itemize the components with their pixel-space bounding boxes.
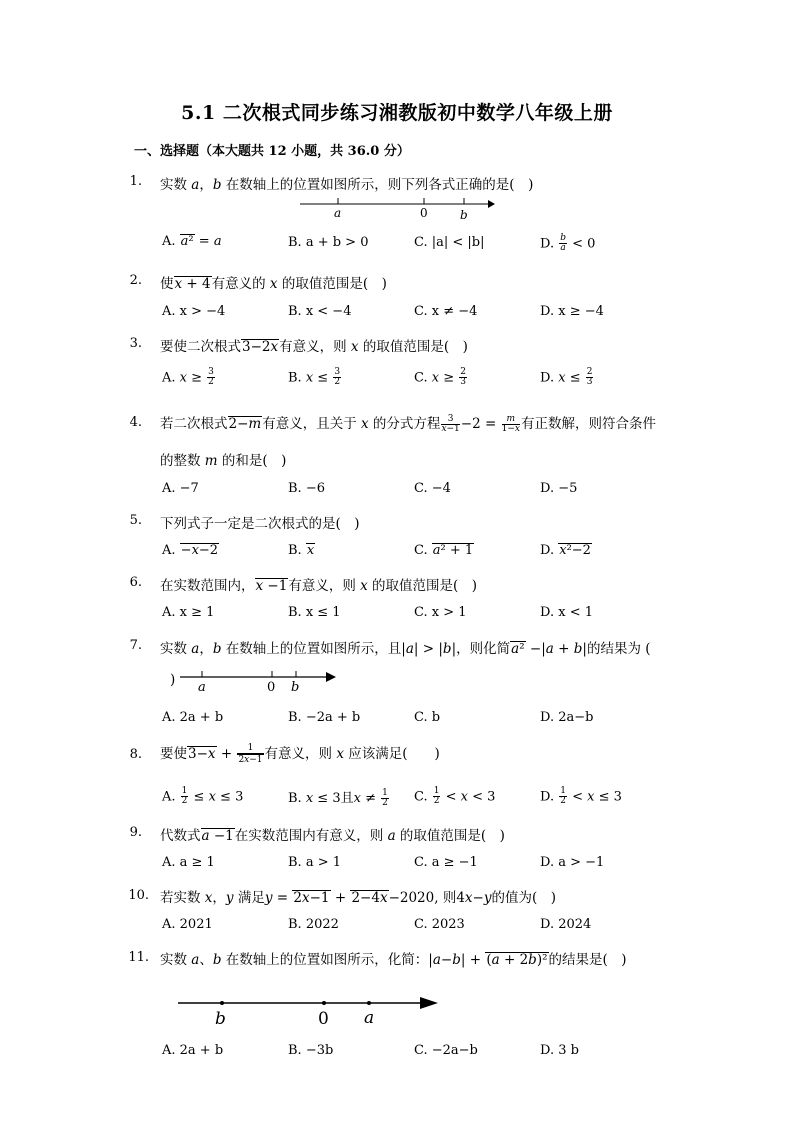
question-number: 5. bbox=[129, 513, 142, 528]
option-b[interactable]: B. x ≤ 1 bbox=[288, 605, 341, 620]
option-a[interactable]: A. 2a + b bbox=[162, 1043, 224, 1058]
option-c[interactable]: C. a ≥ −1 bbox=[414, 855, 478, 870]
option-a[interactable]: A. x ≥ 1 bbox=[162, 605, 215, 620]
option-a[interactable]: A. x ≥ $\frac{3}{2}$ bbox=[162, 367, 214, 388]
option-b[interactable]: B. x ≤ $\frac{3}{2}$ bbox=[288, 367, 341, 388]
option-a[interactable]: A. −7 bbox=[162, 481, 199, 496]
question-stem: 要使3−x + $\frac{1}{2x-1}$ 有意义，则 x 应该满足( ) bbox=[160, 742, 440, 765]
axis-arrow-icon bbox=[488, 200, 495, 208]
question-stem: 下列式子一定是二次根式的是( ) bbox=[160, 516, 360, 532]
question-stem: 实数 a，b 在数轴上的位置如图所示，且|a| > |b|，则化简a² −|a + b|的结果为 ( bbox=[160, 641, 651, 657]
axis-label: 0 bbox=[318, 1009, 329, 1029]
axis-label: b bbox=[460, 208, 468, 222]
option-a[interactable]: A. −x−2 bbox=[162, 543, 219, 558]
option-a[interactable]: A. a ≥ 1 bbox=[162, 855, 215, 870]
number-line-figure bbox=[180, 668, 340, 696]
option-c[interactable]: C. x ≠ −4 bbox=[414, 304, 478, 319]
option-a[interactable]: A. x > −4 bbox=[162, 304, 226, 319]
axis-arrow-icon bbox=[326, 672, 336, 682]
option-a[interactable]: A. 2021 bbox=[162, 917, 213, 932]
option-c[interactable]: C. −2a−b bbox=[414, 1043, 478, 1058]
option-d[interactable]: D. 3 b bbox=[540, 1043, 579, 1058]
question-stem-continued: ) bbox=[170, 672, 176, 688]
question-number: 7. bbox=[129, 638, 142, 653]
option-b[interactable]: B. 2022 bbox=[288, 917, 339, 932]
axis-label: 0 bbox=[420, 206, 428, 220]
question-number: 6. bbox=[129, 575, 142, 590]
option-d[interactable]: D. x < 1 bbox=[540, 605, 593, 620]
question-stem: 使x + 4有意义的 x 的取值范围是( ) bbox=[160, 276, 387, 292]
option-b[interactable]: B. x ≤ 3且x ≠ $\frac{1}{2}$ bbox=[288, 787, 388, 808]
option-d[interactable]: D. x ≤ $\frac{2}{3}$ bbox=[540, 367, 593, 388]
axis-arrow-icon bbox=[420, 997, 438, 1009]
axis-label: 0 bbox=[267, 680, 276, 695]
question-stem: 代数式a −1在实数范围内有意义，则 a 的取值范围是( ) bbox=[160, 828, 505, 844]
option-b[interactable]: B. a + b > 0 bbox=[288, 235, 369, 250]
option-c[interactable]: C. |a| < |b| bbox=[414, 235, 485, 250]
question-number: 2. bbox=[129, 273, 142, 288]
number-line-figure bbox=[178, 994, 443, 1030]
option-d[interactable]: D. −5 bbox=[540, 481, 578, 496]
question-stem: 实数 a，b 在数轴上的位置如图所示，则下列各式正确的是( ) bbox=[160, 177, 534, 193]
axis-label: a bbox=[198, 680, 206, 695]
question-stem: 在实数范围内，x −1有意义，则 x 的取值范围是( ) bbox=[160, 578, 478, 594]
option-d[interactable]: D. x ≥ −4 bbox=[540, 304, 604, 319]
option-b[interactable]: B. a > 1 bbox=[288, 855, 341, 870]
option-c[interactable]: C. a² + 1 bbox=[414, 543, 474, 558]
option-a[interactable]: A. $\frac{1}{2}$ ≤ x ≤ 3 bbox=[162, 786, 244, 807]
option-b[interactable]: B. x < −4 bbox=[288, 304, 352, 319]
axis-label: b bbox=[291, 680, 300, 695]
question-stem: 若二次根式2−m有意义，且关于 x 的分式方程 $\frac{3}{x-1}$ −2 = $\frac{m}{1-x}$ 有正数解，则符合条件 bbox=[160, 413, 656, 434]
option-d[interactable]: D. 2a−b bbox=[540, 710, 594, 725]
question-number: 9. bbox=[129, 825, 142, 840]
axis-label: a bbox=[334, 206, 342, 220]
question-stem-continued: 的整数 m 的和是( ) bbox=[160, 453, 287, 469]
axis-label: a bbox=[364, 1008, 375, 1028]
question-stem: 实数 a、b 在数轴上的位置如图所示，化简：|a−b| + (a + 2b)²的结果是( ) bbox=[160, 952, 627, 968]
question-number: 8. bbox=[129, 747, 142, 762]
option-a[interactable]: A. 2a + b bbox=[162, 710, 224, 725]
option-d[interactable]: D. $\frac{b}{a}$ < 0 bbox=[540, 233, 596, 254]
option-b[interactable]: B. −6 bbox=[288, 481, 325, 496]
question-number: 4. bbox=[129, 415, 142, 430]
option-b[interactable]: B. −3b bbox=[288, 1043, 334, 1058]
page-title: 5.1 二次根式同步练习湘教版初中数学八年级上册 bbox=[181, 102, 613, 124]
question-number: 11. bbox=[128, 950, 149, 965]
axis-label: b bbox=[215, 1009, 226, 1029]
question-stem: 若实数 x，y 满足y = 2x−1 + 2−4x−2020, 则4x−y的值为( ) bbox=[160, 890, 557, 906]
option-c[interactable]: C. b bbox=[414, 710, 441, 725]
option-d[interactable]: D. a > −1 bbox=[540, 855, 605, 870]
option-d[interactable]: D. 2024 bbox=[540, 917, 592, 932]
section-heading: 一、选择题（本大题共 12 小题，共 36.0 分） bbox=[134, 144, 410, 159]
option-c[interactable]: C. $\frac{1}{2}$ < x < 3 bbox=[414, 786, 496, 807]
question-number: 1. bbox=[129, 174, 142, 189]
option-a[interactable]: A. a² = a bbox=[162, 234, 222, 249]
option-d[interactable]: D. $\frac{1}{2}$ < x ≤ 3 bbox=[540, 786, 622, 807]
question-stem: 要使二次根式3−2x有意义，则 x 的取值范围是( ) bbox=[160, 339, 468, 355]
option-c[interactable]: C. x ≥ $\frac{2}{3}$ bbox=[414, 367, 466, 388]
option-b[interactable]: B. −2a + b bbox=[288, 710, 361, 725]
question-number: 3. bbox=[129, 336, 142, 351]
option-d[interactable]: D. x²−2 bbox=[540, 543, 591, 558]
option-c[interactable]: C. x > 1 bbox=[414, 605, 467, 620]
option-b[interactable]: B. x bbox=[288, 543, 315, 558]
option-c[interactable]: C. −4 bbox=[414, 481, 451, 496]
option-c[interactable]: C. 2023 bbox=[414, 917, 465, 932]
question-number: 10. bbox=[128, 888, 149, 903]
number-line-figure bbox=[300, 192, 495, 222]
